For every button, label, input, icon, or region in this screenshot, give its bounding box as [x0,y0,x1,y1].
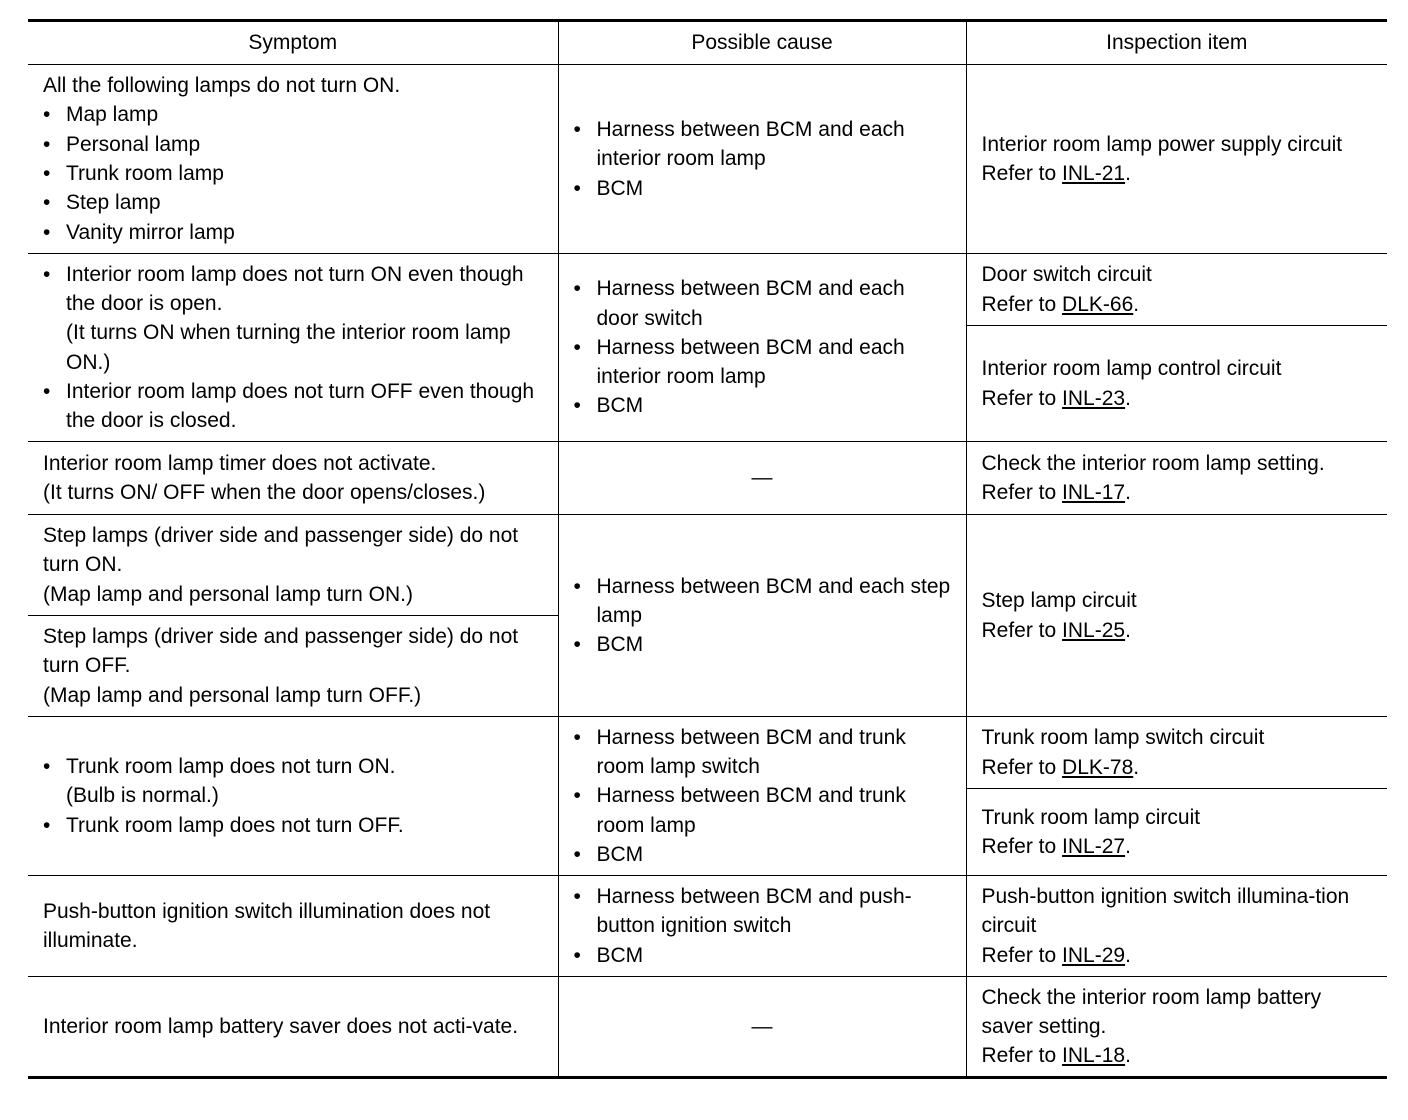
inspection-cell [966,442,1387,515]
inspection-cell [966,717,1387,789]
reference-link[interactable]: INL-23 [1062,386,1126,410]
header-possible-cause: Possible cause [558,21,966,65]
symptom-list [43,811,543,840]
list-item: • Trunk room lamp [43,159,543,188]
symptom-cell [28,254,558,442]
inspection-title: Check the interior room lamp setting. [981,451,1325,475]
table-row [28,65,1387,254]
period: . [1125,481,1131,504]
inspection-title: Push-button ignition switch illumina-tion circuit [981,885,1350,938]
symptom-cell [28,442,558,515]
refer-label: Refer to [981,755,1063,779]
list-item: • BCM [574,941,951,970]
inspection-title: Interior room lamp control circuit [981,357,1282,381]
symptom-note: (Bulb is normal.) [66,784,219,808]
symptom-text: Interior room lamp battery saver does not acti-vate. [43,1014,519,1038]
list-item: • Personal lamp [43,130,543,159]
reference-link[interactable]: INL-25 [1062,618,1126,642]
refer-label: Refer to [981,1044,1063,1068]
cause-cell [558,65,966,254]
reference-link[interactable]: INL-18 [1062,1044,1126,1068]
symptom-text: Interior room lamp timer does not activate. [43,451,437,475]
refer-label: Refer to [981,618,1063,642]
period: . [1125,1044,1131,1068]
symptom-cell [28,515,558,616]
table-row [28,254,1387,326]
list-item: • Vanity mirror lamp [43,218,543,247]
symptom-text: (Map lamp and personal lamp turn OFF.) [43,683,422,707]
list-item: • Harness between BCM and each step lamp [574,572,951,631]
list-item: • Harness between BCM and each interior room lamp [574,333,951,392]
symptom-list [43,100,543,246]
symptom-list [43,752,543,781]
list-item: • Trunk room lamp does not turn OFF. [43,811,543,840]
symptom-text: (Map lamp and personal lamp turn ON.) [43,582,413,606]
refer-label: Refer to [981,481,1063,504]
list-item: • Interior room lamp does not turn OFF even though the door is closed. [43,377,543,436]
period: . [1125,943,1131,967]
period: . [1125,386,1131,410]
refer-label: Refer to [981,943,1063,967]
inspection-title: Step lamp circuit [981,589,1137,613]
reference-link[interactable]: DLK-66 [1062,292,1134,316]
symptom-list [43,377,543,436]
list-item: • Step lamp [43,188,543,217]
period: . [1125,618,1131,642]
list-item: • Harness between BCM and trunk room lamp switch [574,723,951,782]
reference-link[interactable]: INL-27 [1062,835,1126,858]
refer-label: Refer to [981,292,1063,316]
cause-cell [558,717,966,876]
table-row [28,442,1387,515]
header-row [28,21,1387,65]
table-row [28,515,1387,616]
cause-cell: — [558,442,966,515]
reference-link[interactable]: DLK-78 [1062,755,1134,779]
symptom-list [43,260,543,319]
period: . [1125,162,1131,185]
reference-link[interactable]: INL-21 [1062,162,1126,185]
header-symptom: Symptom [28,21,558,65]
cause-list [574,882,951,970]
reference-link[interactable]: INL-17 [1062,481,1126,504]
period: . [1133,292,1140,316]
list-item: • Harness between BCM and each interior room lamp [574,115,951,174]
inspection-title: Check the interior room lamp battery saver setting. [981,985,1322,1038]
list-item: • Interior room lamp does not turn ON even though the door is open. [43,260,543,319]
inspection-cell [966,789,1387,876]
cause-list [574,115,951,203]
list-item: • BCM [574,630,951,659]
header-inspection-item: Inspection item [966,21,1387,65]
symptom-note: (It turns ON when turning the interior room lamp ON.) [66,321,511,374]
symptom-cell [28,977,558,1078]
symptom-text: Step lamps (driver side and passenger side) do not turn ON. [43,524,519,577]
refer-label: Refer to [981,835,1063,858]
list-item: • Trunk room lamp does not turn ON. [43,752,543,781]
list-item: • Harness between BCM and trunk room lamp [574,781,951,840]
cause-list [574,723,951,869]
list-item: • Harness between BCM and each door switch [574,274,951,333]
symptom-text: Step lamps (driver side and passenger side) do not turn OFF. [43,625,519,678]
refer-label: Refer to [981,162,1063,185]
inspection-title: Interior room lamp power supply circuit [981,132,1343,156]
period: . [1125,835,1131,858]
cause-list [574,572,951,660]
refer-label: Refer to [981,386,1063,410]
inspection-cell [966,65,1387,254]
symptom-text: (It turns ON/ OFF when the door opens/closes.) [43,481,486,504]
cause-list [574,274,951,420]
inspection-title: Door switch circuit [981,263,1152,287]
symptom-cell [28,65,558,254]
inspection-cell [966,326,1387,442]
list-item: • BCM [574,391,951,420]
cause-cell: — [558,977,966,1078]
inspection-cell [966,977,1387,1078]
symptom-text: All the following lamps do not turn ON. [43,74,401,98]
inspection-title: Trunk room lamp circuit [981,805,1201,829]
inspection-cell [966,876,1387,977]
period: . [1133,755,1140,779]
symptom-cell [28,717,558,876]
table-row [28,717,1387,789]
list-item: • BCM [574,174,951,203]
diagnosis-table [28,19,1387,1079]
table-row [28,876,1387,977]
symptom-text: Push-button ignition switch illumination does not illuminate. [43,899,491,952]
symptom-cell [28,616,558,717]
symptom-cell [28,876,558,977]
list-item: • Map lamp [43,100,543,129]
list-item: • Harness between BCM and push-button ignition switch [574,882,951,941]
inspection-cell [966,254,1387,326]
cause-cell [558,876,966,977]
inspection-title: Trunk room lamp switch circuit [981,726,1265,750]
cause-cell [558,254,966,442]
list-item: • BCM [574,840,951,869]
table-row [28,977,1387,1078]
reference-link[interactable]: INL-29 [1062,943,1126,967]
inspection-cell [966,515,1387,717]
cause-cell [558,515,966,717]
